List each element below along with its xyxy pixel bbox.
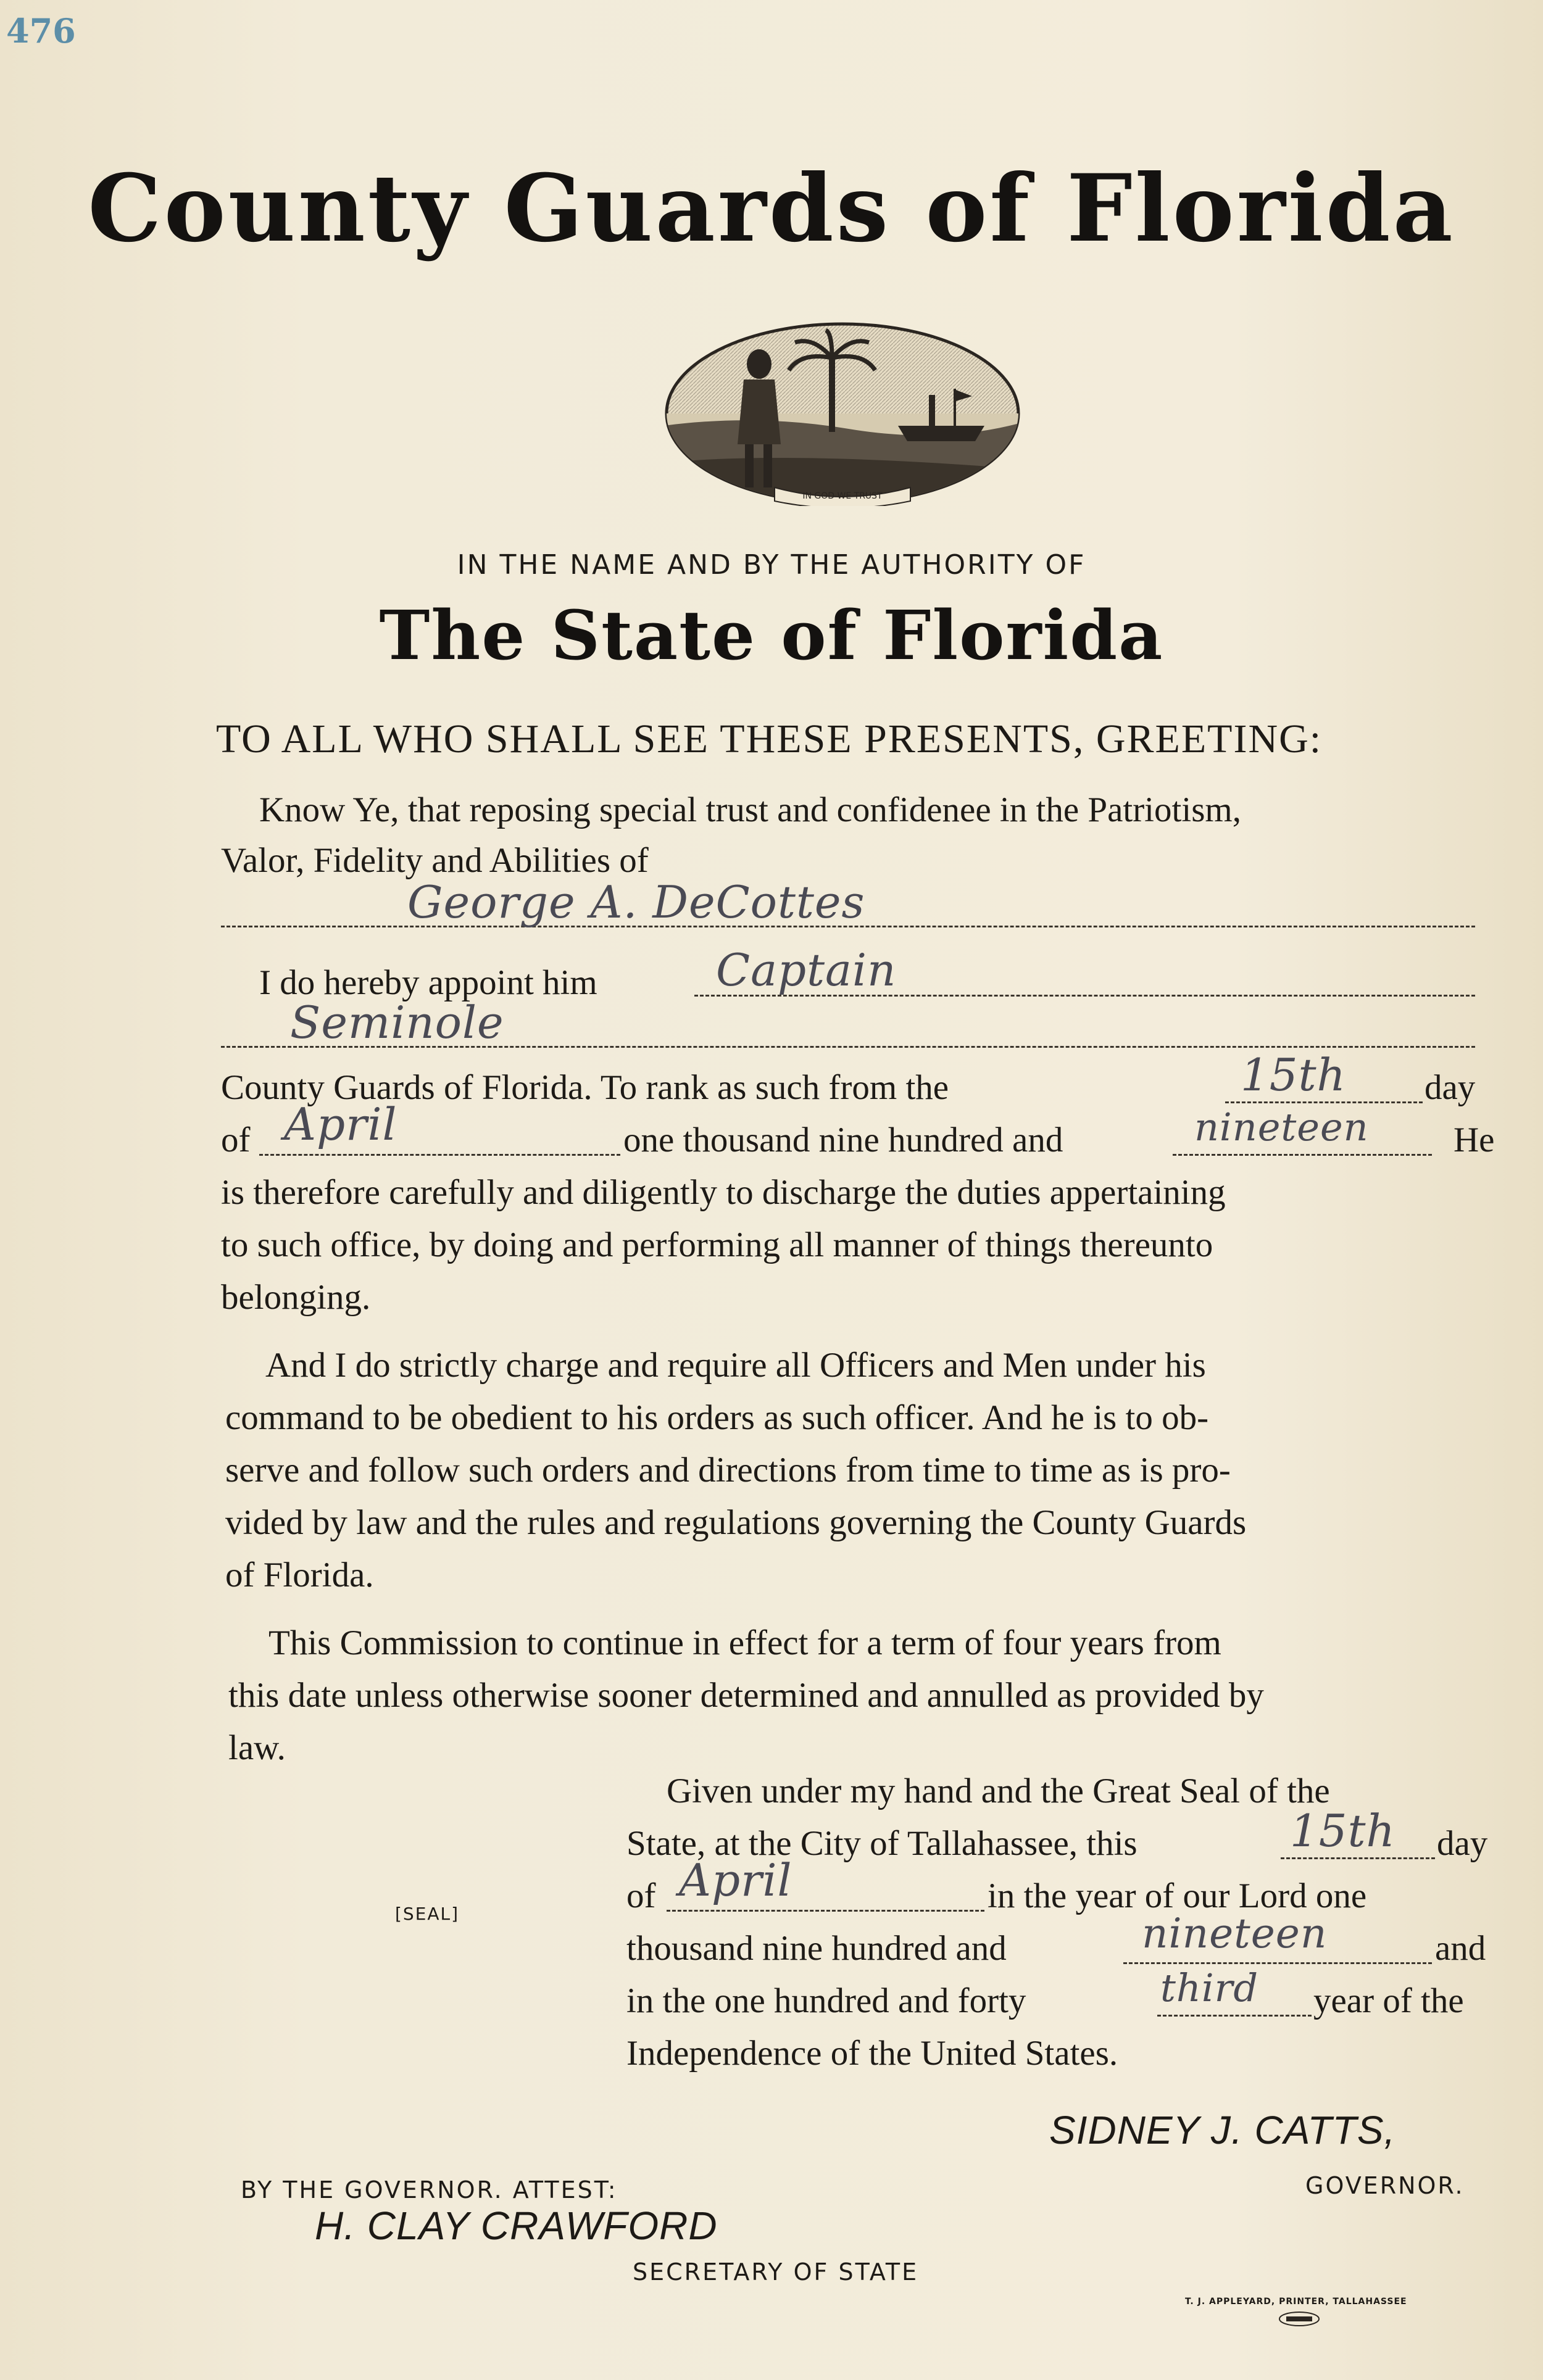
text-line: State, at the City of Tallahassee, this	[626, 1824, 1137, 1863]
text-line: Know Ye, that reposing special trust and confidenee in the Patriotism,	[259, 790, 1241, 829]
text-line: law.	[228, 1728, 286, 1767]
text-line: day	[1424, 1068, 1476, 1107]
governor-title: GOVERNOR.	[1305, 2172, 1465, 2199]
appoint-label: I do hereby appoint him	[259, 963, 597, 1002]
page-number: 476	[6, 11, 76, 51]
seal-label: [SEAL]	[395, 1904, 460, 1924]
month-value: April	[284, 1098, 397, 1150]
text-line: This Commission to continue in effect for a term of four years from	[268, 1623, 1221, 1662]
state-seal-illustration	[663, 321, 1021, 506]
text-line: is therefore carefully and diligently to discharge the duties appertaining	[221, 1173, 1226, 1212]
text-line: He	[1454, 1121, 1495, 1159]
text-line: day	[1437, 1824, 1488, 1863]
given-month-value: April	[679, 1854, 792, 1906]
text-line: of Florida.	[225, 1556, 374, 1594]
text-line: thousand nine hundred and	[626, 1929, 1007, 1968]
day-fill-line	[1225, 1101, 1423, 1103]
secretary-name: H. CLAY CRAWFORD	[315, 2204, 718, 2248]
text-line: County Guards of Florida. To rank as such from the	[221, 1068, 949, 1107]
seal-motto: IN GOD WE TRUST	[802, 491, 883, 501]
text-line: year of the	[1313, 1981, 1464, 2020]
printer-credit: T. J. APPLEYARD, PRINTER, TALLAHASSEE	[1185, 2297, 1407, 2307]
text-line: and	[1435, 1929, 1486, 1968]
text-line: of	[221, 1121, 251, 1159]
given-year-fill-line	[1123, 1962, 1432, 1964]
year-value: nineteen	[1194, 1105, 1369, 1150]
county-value: Seminole	[290, 997, 504, 1048]
ordinal-fill-line	[1157, 2015, 1312, 2017]
text-line: this date unless otherwise sooner determined and annulled as provided by	[228, 1676, 1264, 1715]
given-year-value: nineteen	[1142, 1910, 1328, 1957]
given-day-value: 15th	[1290, 1805, 1395, 1857]
text-line: of	[626, 1876, 656, 1915]
authority-line: IN THE NAME AND BY THE AUTHORITY OF	[457, 549, 1086, 581]
given-day-fill-line	[1281, 1857, 1435, 1859]
text-line: one thousand nine hundred and	[623, 1121, 1063, 1159]
printer-mark-icon	[1278, 2311, 1321, 2327]
state-heading: The State of Florida	[379, 595, 1164, 675]
text-line: belonging.	[221, 1278, 371, 1317]
governor-name: SIDNEY J. CATTS,	[1049, 2108, 1396, 2152]
text-line: Given under my hand and the Great Seal of the	[667, 1772, 1330, 1810]
text-line: in the one hundred and forty	[626, 1981, 1026, 2020]
text-line: And I do strictly charge and require all Officers and Men under his	[265, 1346, 1206, 1385]
given-month-fill-line	[667, 1910, 984, 1912]
year-fill-line	[1173, 1154, 1432, 1156]
ordinal-value: third	[1160, 1965, 1259, 2010]
text-line: command to be obedient to his orders as such officer. And he is to ob-	[225, 1398, 1209, 1437]
text-line: Valor, Fidelity and Abilities of	[221, 841, 649, 880]
text-line: Independence of the United States.	[626, 2034, 1118, 2073]
day-value: 15th	[1241, 1049, 1346, 1101]
text-line: serve and follow such orders and directions from time to time as is pro-	[225, 1451, 1231, 1490]
appointee-name: George A. DeCottes	[407, 876, 865, 928]
document-title: County Guards of Florida	[88, 154, 1455, 263]
attest-label: BY THE GOVERNOR. ATTEST:	[241, 2176, 618, 2204]
rank-value: Captain	[716, 944, 897, 996]
greeting: TO ALL WHO SHALL SEE THESE PRESENTS, GREETING:	[216, 716, 1323, 761]
secretary-title: SECRETARY OF STATE	[633, 2258, 919, 2286]
text-line: vided by law and the rules and regulations governing the County Guards	[225, 1503, 1247, 1542]
month-fill-line	[259, 1154, 620, 1156]
text-line: to such office, by doing and performing all manner of things thereunto	[221, 1225, 1213, 1264]
text-line: in the year of our Lord one	[988, 1876, 1367, 1915]
